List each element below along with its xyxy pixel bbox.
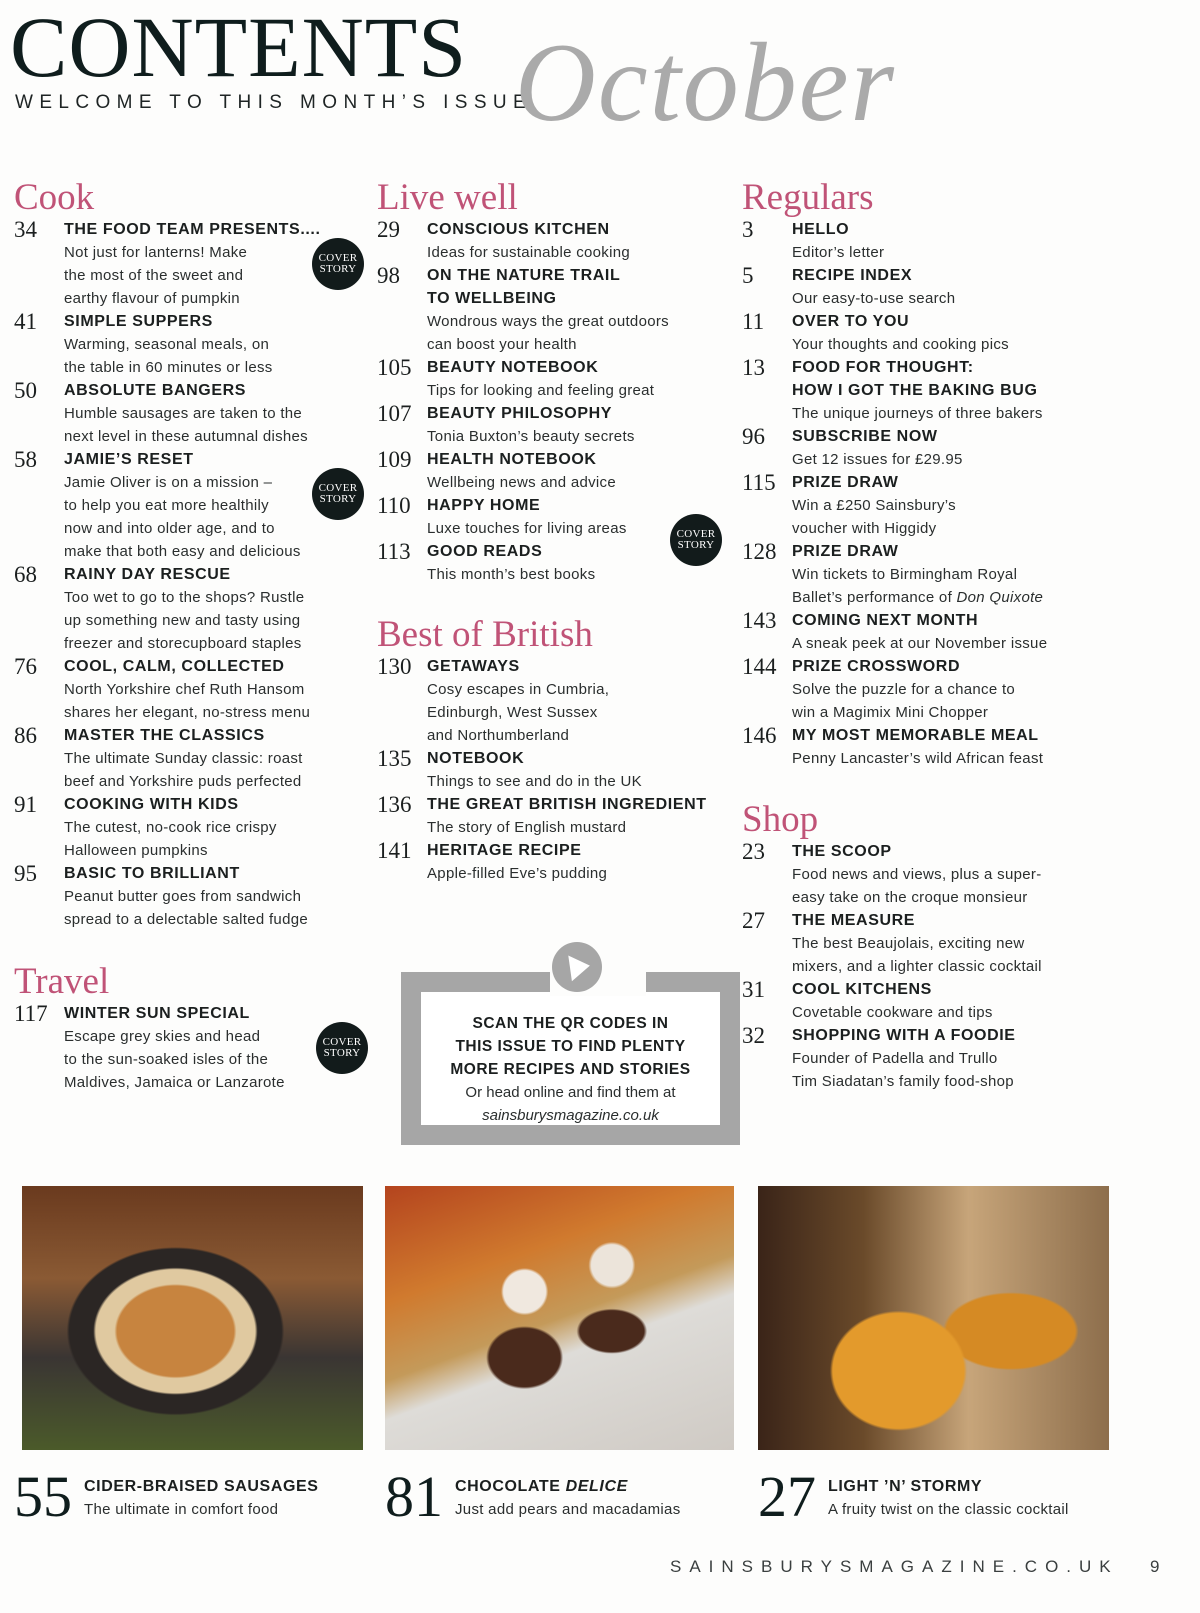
toc-entry-title: OVER TO YOU: [792, 313, 910, 330]
toc-entry-title: COOL KITCHENS: [792, 981, 932, 998]
toc-entry[interactable]: [377, 402, 727, 448]
toc-entry-desc: and Northumberland: [427, 727, 570, 744]
section-title-cook: Cook: [14, 177, 95, 218]
badge-line: STORY: [677, 539, 715, 551]
toc-entry-desc: next level in these autumnal dishes: [64, 428, 308, 445]
toc-entry-desc: Humble sausages are taken to the: [64, 405, 303, 422]
toc-page-number: 96: [742, 424, 765, 449]
toc-entry-body: [792, 609, 1102, 655]
toc-entry-desc: now and into older age, and to: [64, 520, 275, 537]
toc-entry-desc: Maldives, Jamaica or Lanzarote: [64, 1074, 285, 1091]
toc-entry-desc: Tim Siadatan’s family food-shop: [792, 1073, 1014, 1090]
badge-line: STORY: [319, 493, 357, 505]
toc-entry-desc: Luxe touches for living areas: [427, 520, 627, 537]
badge-line: COVER: [318, 252, 358, 264]
toc-entry[interactable]: [14, 218, 364, 310]
toc-page-number: 31: [742, 977, 765, 1002]
qr-promo-box: [401, 972, 740, 1145]
toc-entry-desc: Not just for lanterns! Make: [64, 244, 248, 261]
toc-entry-title: JAMIE’S RESET: [64, 451, 194, 468]
toc-entry-title: COOKING WITH KIDS: [64, 796, 239, 813]
toc-entry-body: [792, 218, 1102, 264]
feature-desc: A fruity twist on the classic cocktail: [828, 1501, 1069, 1518]
toc-entry[interactable]: [377, 655, 727, 747]
toc-entry-body: [427, 747, 727, 793]
qr-promo-text: [421, 1012, 720, 1127]
toc-entry-title: THE FOOD TEAM PRESENTS....: [64, 221, 321, 238]
toc-page-number: 115: [742, 470, 776, 495]
badge-line: COVER: [676, 528, 716, 540]
toc-entry-desc: Solve the puzzle for a chance to: [792, 681, 1016, 698]
badge-line: STORY: [323, 1047, 361, 1059]
toc-page-number: 91: [14, 792, 37, 817]
toc-entry-desc: make that both easy and delicious: [64, 543, 301, 560]
toc-entry[interactable]: [14, 1002, 364, 1094]
badge-line: COVER: [322, 1036, 362, 1048]
toc-entry-desc: Halloween pumpkins: [64, 842, 208, 859]
toc-entry-desc: Too wet to go to the shops? Rustle: [64, 589, 305, 606]
toc-entry[interactable]: [742, 218, 1102, 264]
toc-entry-desc-italic: Don Quixote: [956, 589, 1044, 606]
toc-entry-desc: Things to see and do in the UK: [427, 773, 642, 790]
toc-page-number: 110: [377, 493, 411, 518]
toc-entry-desc: Tips for looking and feeling great: [427, 382, 655, 399]
toc-entry-desc: A sneak peek at our November issue: [792, 635, 1048, 652]
toc-entry-desc: The story of English mustard: [427, 819, 627, 836]
toc-entry-desc: to help you eat more healthily: [64, 497, 269, 514]
toc-entry-desc: the table in 60 minutes or less: [64, 359, 273, 376]
toc-entry[interactable]: [377, 793, 727, 839]
toc-entry-title: SUBSCRIBE NOW: [792, 428, 938, 445]
toc-entry-desc: Get 12 issues for £29.95: [792, 451, 963, 468]
toc-entry-title: MY MOST MEMORABLE MEAL: [792, 727, 1039, 744]
section-title-live-well: Live well: [377, 177, 518, 218]
toc-entry-body: [427, 402, 727, 448]
toc-entry-title: HERITAGE RECIPE: [427, 842, 582, 859]
toc-entry-body: [427, 356, 727, 402]
toc-entry-title: RAINY DAY RESCUE: [64, 566, 231, 583]
toc-page-number: 95: [14, 861, 37, 886]
feature-title: CIDER-BRAISED SAUSAGES: [84, 1478, 319, 1495]
toc-entry-title: PRIZE DRAW: [792, 543, 899, 560]
toc-entry-desc: Your thoughts and cooking pics: [792, 336, 1009, 353]
toc-entry-title: MASTER THE CLASSICS: [64, 727, 265, 744]
toc-entry-body: [792, 1024, 1102, 1093]
toc-entry-desc: Win a £250 Sainsbury’s: [792, 497, 956, 514]
toc-entry-desc: to the sun-soaked isles of the: [64, 1051, 269, 1068]
toc-page-number: 27: [742, 908, 765, 933]
toc-entry[interactable]: [377, 218, 727, 264]
toc-page-number: 117: [14, 1001, 48, 1026]
toc-entry-desc: The ultimate Sunday classic: roast: [64, 750, 303, 767]
toc-entry-desc: Win tickets to Birmingham Royal: [792, 566, 1018, 583]
toc-entry[interactable]: [377, 356, 727, 402]
feature-page-number: 55: [14, 1464, 72, 1529]
section-live-well: [377, 178, 727, 586]
badge-line: COVER: [318, 482, 358, 494]
toc-entry-body: [427, 655, 727, 747]
toc-entry-desc: spread to a delectable salted fudge: [64, 911, 309, 928]
toc-entry-desc-text: Ballet’s performance of: [792, 589, 957, 606]
toc-entry-desc: up something new and tasty using: [64, 612, 301, 629]
toc-page-number: 144: [742, 654, 777, 679]
toc-page-number: 41: [14, 309, 37, 334]
toc-entry-body: [64, 793, 364, 862]
footer-website: SAINSBURYSMAGAZINE.CO.UK: [670, 1557, 1119, 1576]
toc-entry[interactable]: [742, 310, 1102, 356]
toc-entry-desc: Warming, seasonal meals, on: [64, 336, 270, 353]
qr-line-1: SCAN THE QR CODES IN: [472, 1015, 669, 1032]
section-regulars: [742, 178, 1102, 770]
section-cook: [14, 178, 364, 931]
toc-entry[interactable]: [742, 840, 1102, 909]
toc-entry[interactable]: [377, 448, 727, 494]
section-title-shop: Shop: [742, 799, 819, 840]
toc-entry-desc: Penny Lancaster’s wild African feast: [792, 750, 1044, 767]
toc-entry[interactable]: [14, 793, 364, 862]
sausage-casserole-photo: [22, 1186, 363, 1450]
toc-entry-title: HELLO: [792, 221, 850, 238]
toc-entry[interactable]: [742, 1024, 1102, 1093]
feature-title-italic: DELICE: [565, 1478, 628, 1495]
toc-entry-body: [792, 310, 1102, 356]
toc-page-number: 143: [742, 608, 777, 633]
toc-page-number: 136: [377, 792, 412, 817]
feature-page-number: 27: [758, 1464, 816, 1529]
page-title: CONTENTS: [10, 0, 468, 95]
toc-page-number: 23: [742, 839, 765, 864]
section-title-best-of-british: Best of British: [377, 614, 593, 655]
section-travel: [14, 962, 364, 1094]
toc-entry-body: [792, 978, 1102, 1024]
feature-desc: The ultimate in comfort food: [84, 1501, 279, 1518]
toc-entry-desc: Wondrous ways the great outdoors: [427, 313, 669, 330]
toc-entry-body: [427, 264, 727, 356]
toc-entry[interactable]: [742, 356, 1102, 425]
toc-entry[interactable]: [377, 264, 727, 356]
toc-entry-title: WINTER SUN SPECIAL: [64, 1005, 250, 1022]
section-shop: [742, 800, 1102, 1093]
toc-entry-desc: the most of the sweet and: [64, 267, 244, 284]
qr-url-link[interactable]: sainsburysmagazine.co.uk: [482, 1107, 659, 1124]
feature-desc: Just add pears and macadamias: [455, 1501, 681, 1518]
toc-entry-body: [792, 840, 1102, 909]
toc-entry-desc: freezer and storecupboard staples: [64, 635, 302, 652]
toc-entry[interactable]: [742, 724, 1102, 770]
toc-entry-desc: Cosy escapes in Cumbria,: [427, 681, 610, 698]
toc-entry-desc: Wellbeing news and advice: [427, 474, 617, 491]
toc-page-number: 128: [742, 539, 777, 564]
toc-entry-title: ABSOLUTE BANGERS: [64, 382, 247, 399]
toc-page-number: 11: [742, 309, 765, 334]
toc-entry-body: [64, 655, 364, 724]
toc-entry[interactable]: [742, 909, 1102, 978]
toc-entry-body: [792, 425, 1102, 471]
toc-page-number: 107: [377, 401, 412, 426]
toc-entry-desc: Ideas for sustainable cooking: [427, 244, 630, 261]
toc-entry-body: [792, 264, 1102, 310]
page-number: 9: [1150, 1557, 1160, 1576]
toc-entry-body: [64, 310, 364, 379]
toc-entry-title: THE MEASURE: [792, 912, 916, 929]
toc-entry-desc: earthy flavour of pumpkin: [64, 290, 240, 307]
toc-page-number: 86: [14, 723, 37, 748]
toc-entry-body: [427, 448, 727, 494]
toc-entry[interactable]: [742, 425, 1102, 471]
toc-page-number: 58: [14, 447, 37, 472]
qr-line-2: THIS ISSUE TO FIND PLENTY: [455, 1038, 686, 1055]
toc-entry-title-cont: HOW I GOT THE BAKING BUG: [792, 382, 1038, 399]
toc-entry-desc: Escape grey skies and head: [64, 1028, 261, 1045]
toc-entry-title: THE GREAT BRITISH INGREDIENT: [427, 796, 707, 813]
toc-entry[interactable]: [14, 448, 364, 563]
toc-entry-title: ON THE NATURE TRAIL: [427, 267, 621, 284]
section-best-of-british: [377, 615, 727, 885]
toc-entry-title: FOOD FOR THOUGHT:: [792, 359, 974, 376]
toc-page-number: 76: [14, 654, 37, 679]
toc-entry-desc: Edinburgh, West Sussex: [427, 704, 598, 721]
toc-entry-desc: Covetable cookware and tips: [792, 1004, 993, 1021]
toc-entry-title: RECIPE INDEX: [792, 267, 913, 284]
toc-entry[interactable]: [14, 379, 364, 448]
toc-entry-title: SIMPLE SUPPERS: [64, 313, 213, 330]
toc-entry[interactable]: [377, 540, 727, 586]
toc-entry-title: BEAUTY NOTEBOOK: [427, 359, 599, 376]
toc-entry-body: [64, 379, 364, 448]
toc-entry-body: [792, 655, 1102, 724]
section-title-regulars: Regulars: [742, 177, 874, 218]
toc-entry[interactable]: [14, 563, 364, 655]
toc-entry-body: [64, 724, 364, 793]
toc-entry[interactable]: [14, 862, 364, 931]
toc-page-number: 141: [377, 838, 412, 863]
toc-entry-title: COOL, CALM, COLLECTED: [64, 658, 285, 675]
toc-entry[interactable]: [377, 747, 727, 793]
toc-page-number: 130: [377, 654, 412, 679]
cover-story-badge: [316, 1022, 368, 1074]
feature-light-n-stormy: [758, 1464, 1069, 1529]
toc-entry-title: HAPPY HOME: [427, 497, 541, 514]
toc-entry[interactable]: [742, 264, 1102, 310]
toc-page-number: 50: [14, 378, 37, 403]
toc-entry-body: [792, 356, 1102, 425]
toc-entry[interactable]: [742, 978, 1102, 1024]
feature-title-main: CHOCOLATE: [455, 1478, 566, 1495]
toc-entry-desc: North Yorkshire chef Ruth Hansom: [64, 681, 305, 698]
toc-entry-title: THE SCOOP: [792, 843, 892, 860]
toc-entry-desc: shares her elegant, no-stress menu: [64, 704, 311, 721]
month-title: October: [515, 21, 897, 145]
toc-page-number: 29: [377, 217, 400, 242]
toc-entry[interactable]: [14, 724, 364, 793]
toc-entry[interactable]: [742, 655, 1102, 724]
toc-page-number: 34: [14, 217, 37, 242]
toc-entry-body: [792, 471, 1102, 540]
toc-entry-body: [427, 793, 727, 839]
toc-page-number: 113: [377, 539, 411, 564]
qr-online-line: Or head online and find them at: [465, 1084, 676, 1101]
toc-entry-desc: Our easy-to-use search: [792, 290, 956, 307]
toc-entry-desc: win a Magimix Mini Chopper: [792, 704, 989, 721]
toc-entry-desc: The cutest, no-cook rice crispy: [64, 819, 277, 836]
toc-entry-title-cont: TO WELLBEING: [427, 290, 557, 307]
qr-line-3: MORE RECIPES AND STORIES: [450, 1061, 691, 1078]
toc-entry-body: [64, 563, 364, 655]
toc-entry[interactable]: [14, 310, 364, 379]
feature-title: [455, 1476, 681, 1498]
toc-entry[interactable]: [377, 839, 727, 885]
toc-page-number: 135: [377, 746, 412, 771]
toc-page-number: 5: [742, 263, 754, 288]
toc-entry-desc: easy take on the croque monsieur: [792, 889, 1028, 906]
toc-page-number: 32: [742, 1023, 765, 1048]
toc-entry-body: [792, 724, 1102, 770]
toc-entry-desc: Peanut butter goes from sandwich: [64, 888, 302, 905]
toc-entry-desc: beef and Yorkshire puds perfected: [64, 773, 302, 790]
play-icon: [552, 942, 602, 992]
toc-entry[interactable]: [377, 493, 727, 551]
toc-entry-title: BASIC TO BRILLIANT: [64, 865, 240, 882]
toc-entry[interactable]: [14, 655, 364, 724]
toc-entry-desc: Jamie Oliver is on a mission –: [64, 474, 273, 491]
feature-chocolate-delice: [385, 1464, 681, 1529]
toc-entry-title: SHOPPING WITH A FOODIE: [792, 1027, 1016, 1044]
toc-entry-desc: Founder of Padella and Trullo: [792, 1050, 998, 1067]
toc-page-number: 109: [377, 447, 412, 472]
toc-entry-title: NOTEBOOK: [427, 750, 525, 767]
toc-entry-desc: The best Beaujolais, exciting new: [792, 935, 1025, 952]
toc-entry[interactable]: [742, 609, 1102, 655]
cover-story-badge: [312, 238, 364, 290]
chocolate-delice-photo: [385, 1186, 734, 1450]
cocktail-photo: [758, 1186, 1109, 1450]
toc-entry-body: [427, 540, 727, 586]
toc-entry-body: [64, 862, 364, 931]
toc-entry-body: [792, 909, 1102, 978]
toc-entry-desc: This month’s best books: [427, 566, 596, 583]
cover-story-badge: [312, 468, 364, 520]
toc-entry-body: [427, 218, 727, 264]
toc-entry-desc: mixers, and a lighter classic cocktail: [792, 958, 1042, 975]
toc-entry-title: HEALTH NOTEBOOK: [427, 451, 597, 468]
toc-entry-title: BEAUTY PHILOSOPHY: [427, 405, 613, 422]
toc-entry-title: PRIZE CROSSWORD: [792, 658, 961, 675]
toc-page-number: 105: [377, 355, 412, 380]
toc-entry-body: [792, 540, 1102, 609]
toc-entry-title: GETAWAYS: [427, 658, 520, 675]
toc-page-number: 13: [742, 355, 765, 380]
toc-entry-desc: Apple-filled Eve’s pudding: [427, 865, 608, 882]
toc-entry-desc: can boost your health: [427, 336, 577, 353]
toc-entry-body: [427, 839, 727, 885]
toc-entry-desc: [792, 586, 1102, 609]
badge-line: STORY: [319, 263, 357, 275]
feature-sausages: [14, 1464, 319, 1529]
toc-page-number: 98: [377, 263, 400, 288]
feature-title: LIGHT ’N’ STORMY: [828, 1478, 983, 1495]
toc-entry[interactable]: [742, 540, 1102, 609]
toc-entry-title: CONSCIOUS KITCHEN: [427, 221, 610, 238]
toc-page-number: 3: [742, 217, 754, 242]
toc-entry-desc: Tonia Buxton’s beauty secrets: [427, 428, 635, 445]
toc-entry-title: PRIZE DRAW: [792, 474, 899, 491]
feature-page-number: 81: [385, 1464, 443, 1529]
toc-entry-desc: The unique journeys of three bakers: [792, 405, 1043, 422]
toc-entry[interactable]: [742, 471, 1102, 540]
toc-page-number: 146: [742, 723, 777, 748]
toc-entry-title: COMING NEXT MONTH: [792, 612, 979, 629]
toc-entry-desc: Editor’s letter: [792, 244, 885, 261]
page-subtitle: WELCOME TO THIS MONTH’S ISSUE: [15, 92, 533, 113]
section-title-travel: Travel: [14, 961, 110, 1002]
toc-entry-title: GOOD READS: [427, 543, 543, 560]
toc-entry-desc: Food news and views, plus a super-: [792, 866, 1042, 883]
toc-page-number: 68: [14, 562, 37, 587]
toc-entry-desc: voucher with Higgidy: [792, 520, 937, 537]
